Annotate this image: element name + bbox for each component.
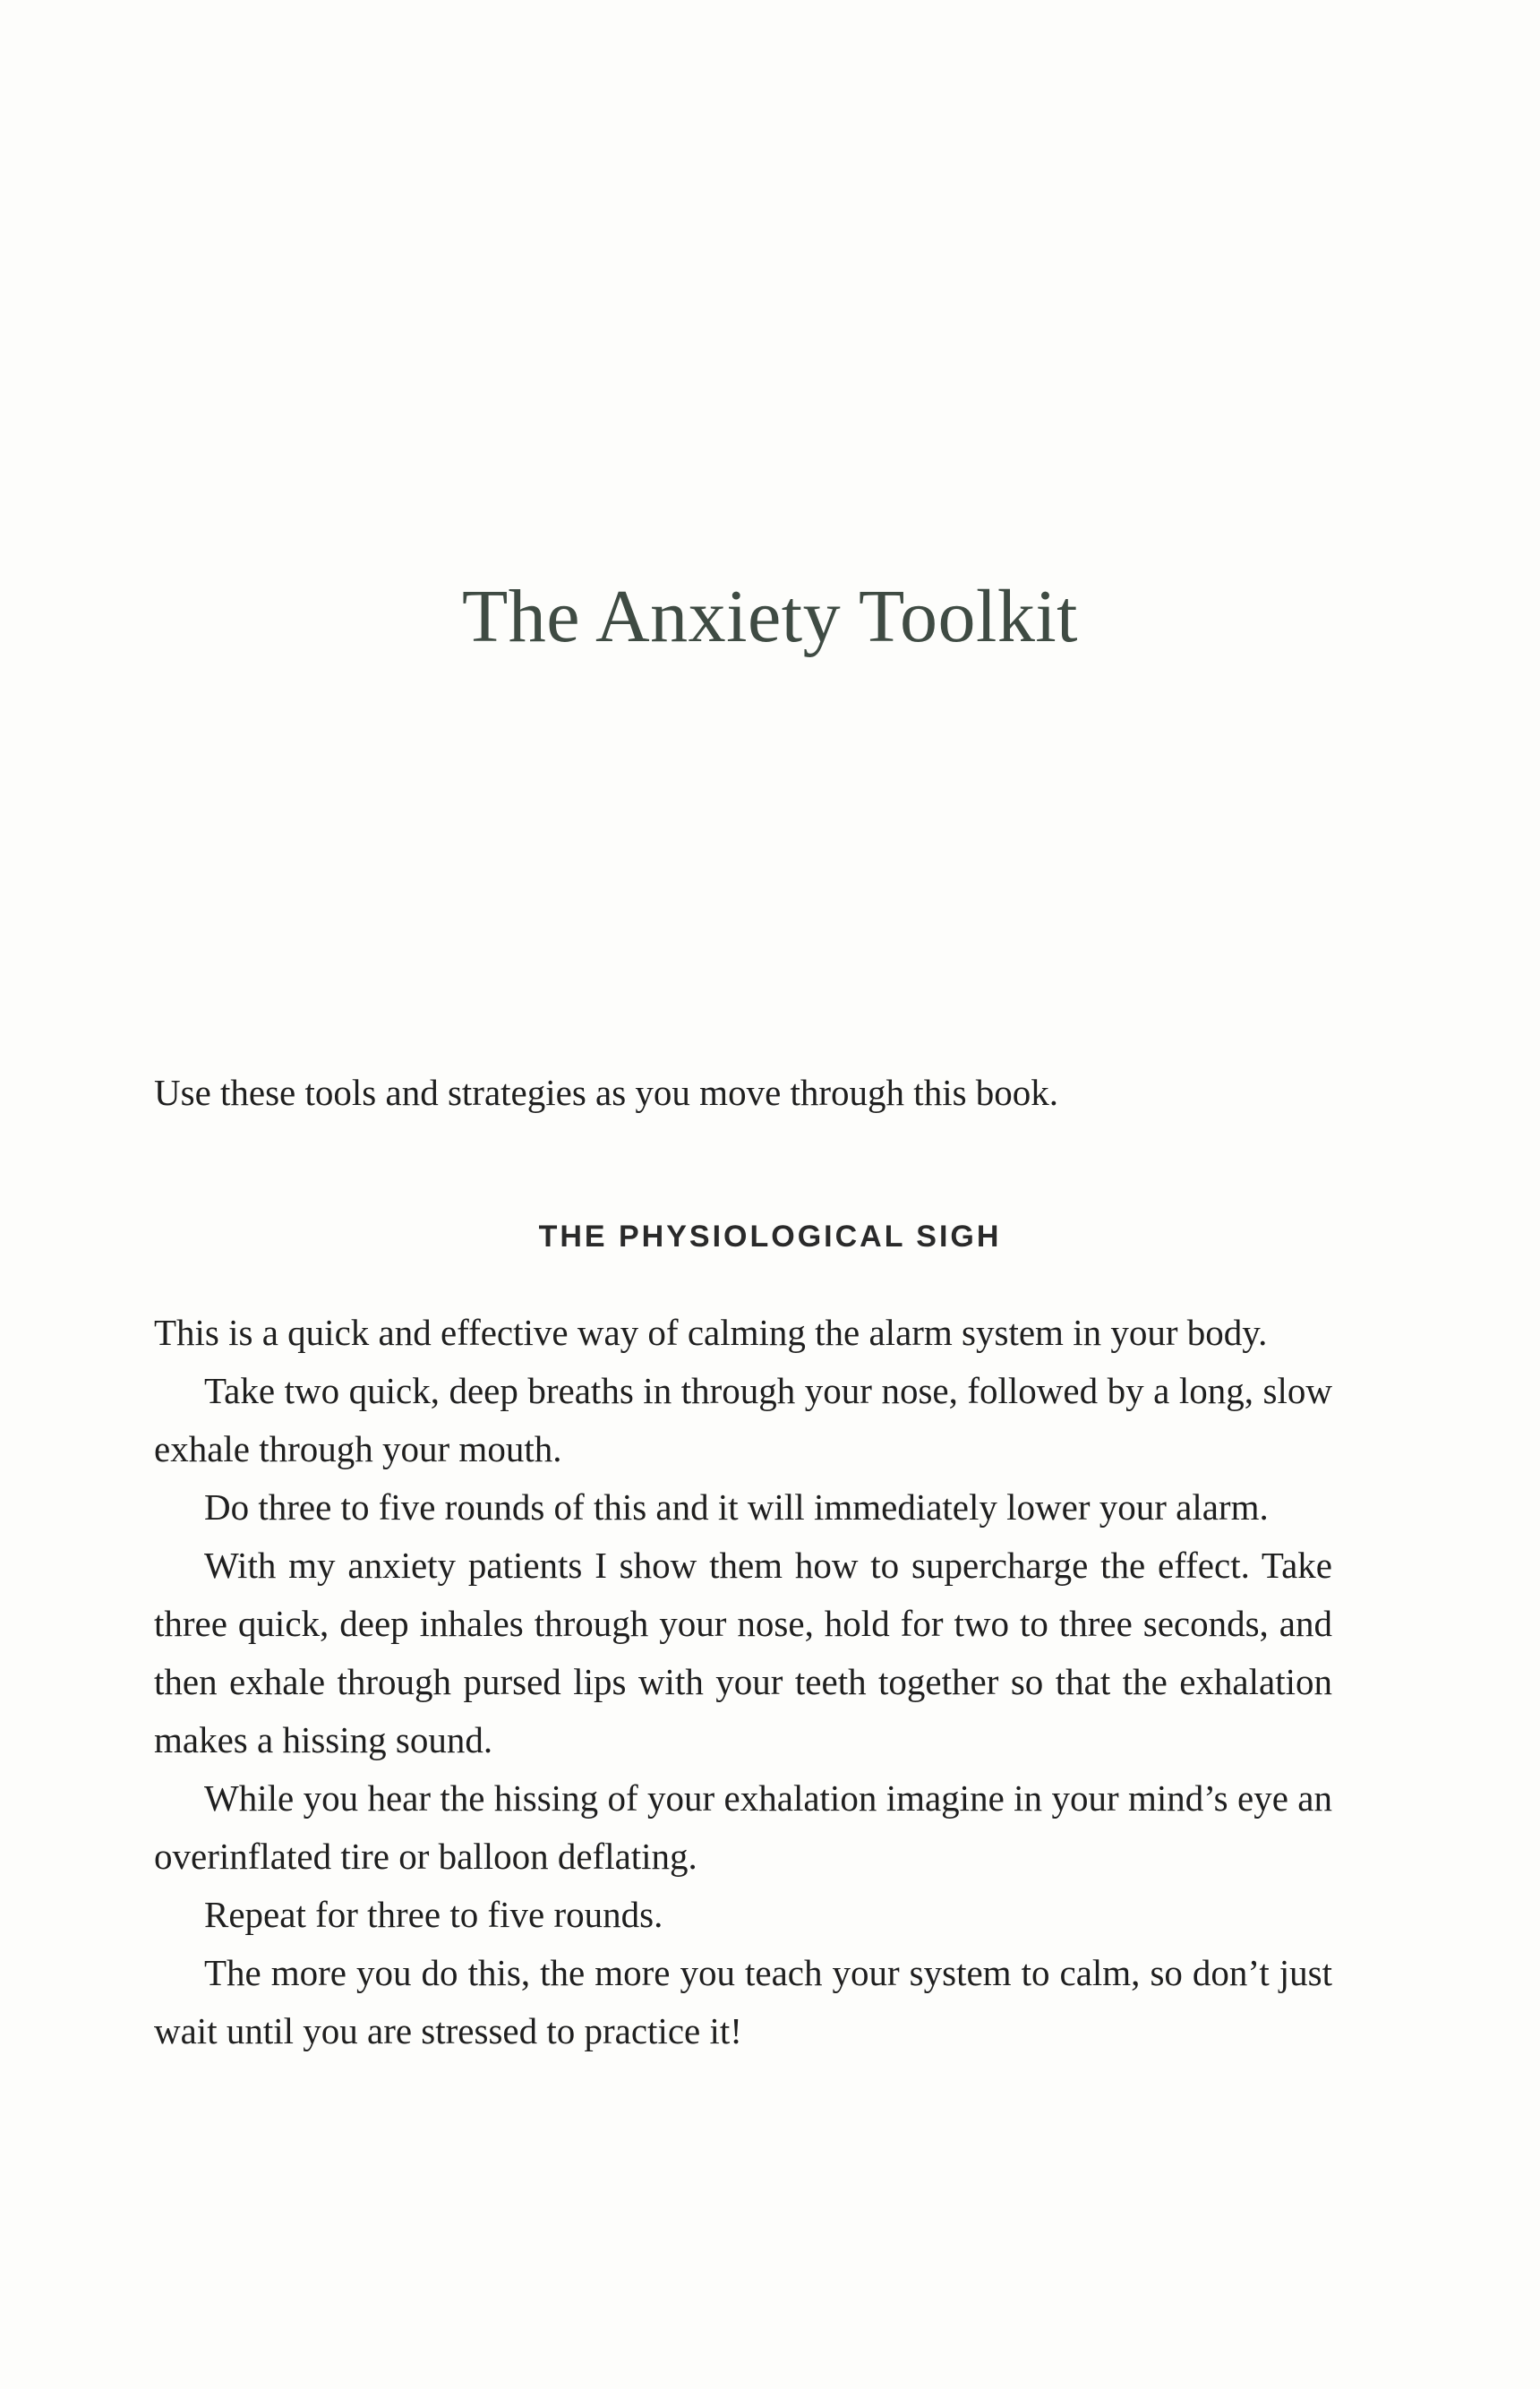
- body-text: [154, 1304, 1332, 2060]
- paragraph: Do three to five rounds of this and it will immediately lower your alarm.: [204, 1486, 1269, 1528]
- paragraph: With my anxiety patients I show them how to supercharge the effect. Take three quick, deep inhales through your nose, hold for two to three seconds, and then exhale through pursed lips with your teeth together so that the exhalation makes a hissing sound.: [154, 1545, 1332, 1760]
- section-heading: THE PHYSIOLOGICAL SIGH: [538, 1220, 1002, 1254]
- paragraph: Take two quick, deep breaths in through your nose, followed by a long, slow exhale through your mouth.: [154, 1370, 1332, 1469]
- paragraph: This is a quick and effective way of calming the alarm system in your body.: [154, 1312, 1268, 1353]
- paragraph: The more you do this, the more you teach your system to calm, so don’t just wait until you are stressed to practice it!: [154, 1952, 1332, 2051]
- paragraph: Repeat for three to five rounds.: [204, 1894, 663, 1935]
- paragraph: While you hear the hissing of your exhalation imagine in your mind’s eye an overinflated tire or balloon deflating.: [154, 1777, 1332, 1877]
- page-title: The Anxiety Toolkit: [461, 575, 1079, 658]
- intro-text: Use these tools and strategies as you move through this book.: [154, 1072, 1059, 1113]
